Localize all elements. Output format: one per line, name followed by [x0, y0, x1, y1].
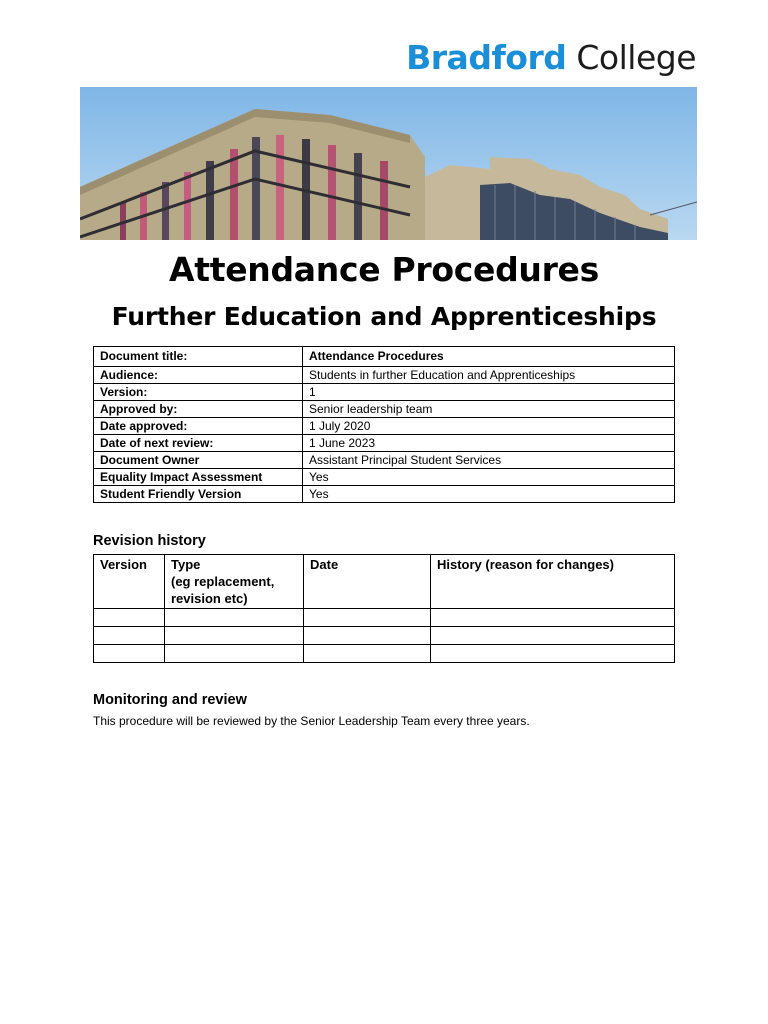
table-cell — [165, 609, 304, 627]
table-cell — [431, 645, 675, 663]
table-row — [94, 418, 675, 435]
table-cell — [165, 645, 304, 663]
info-value: 1 June 2023 — [303, 435, 675, 452]
table-cell — [431, 627, 675, 645]
table-cell — [431, 609, 675, 627]
table-row — [94, 609, 675, 627]
info-value: 1 — [303, 384, 675, 401]
info-value: Attendance Procedures — [303, 347, 675, 367]
info-value: Yes — [303, 486, 675, 503]
banner-image — [80, 87, 697, 240]
col-type — [165, 555, 304, 609]
info-value: 1 July 2020 — [303, 418, 675, 435]
col-type-line1: Type — [171, 557, 201, 572]
info-key: Equality Impact Assessment — [94, 469, 303, 486]
logo-college: College — [576, 38, 696, 77]
table-header-row — [94, 555, 675, 609]
table-cell — [165, 627, 304, 645]
monitoring-text: This procedure will be reviewed by the Senior Leadership Team every three years. — [93, 714, 530, 728]
info-key: Document title: — [94, 347, 303, 367]
table-cell — [94, 645, 165, 663]
table-cell — [304, 627, 431, 645]
college-logo — [406, 38, 696, 77]
building-illustration — [80, 87, 697, 240]
page-subtitle: Further Education and Apprenticeships — [111, 302, 657, 331]
table-cell — [94, 609, 165, 627]
table-row — [94, 367, 675, 384]
info-key: Date approved: — [94, 418, 303, 435]
info-key: Approved by: — [94, 401, 303, 418]
monitoring-heading: Monitoring and review — [93, 692, 247, 708]
table-cell — [304, 645, 431, 663]
table-row — [94, 384, 675, 401]
table-row — [94, 347, 675, 367]
table-row — [94, 627, 675, 645]
info-value: Senior leadership team — [303, 401, 675, 418]
info-key: Student Friendly Version — [94, 486, 303, 503]
document-info-table — [93, 346, 675, 503]
revision-history-table — [93, 554, 675, 663]
page-title: Attendance Procedures — [169, 250, 599, 289]
revision-history-heading: Revision history — [93, 533, 206, 549]
col-date: Date — [304, 555, 431, 609]
table-cell — [304, 609, 431, 627]
logo-bradford: Bradford — [406, 38, 567, 77]
col-type-line2: (eg replacement, — [171, 574, 275, 589]
col-version: Version — [94, 555, 165, 609]
info-key: Audience: — [94, 367, 303, 384]
info-key: Document Owner — [94, 452, 303, 469]
info-value: Assistant Principal Student Services — [303, 452, 675, 469]
table-cell — [94, 627, 165, 645]
table-row — [94, 469, 675, 486]
col-history: History (reason for changes) — [431, 555, 675, 609]
table-row — [94, 645, 675, 663]
table-row — [94, 401, 675, 418]
table-row — [94, 486, 675, 503]
info-key: Date of next review: — [94, 435, 303, 452]
info-value: Yes — [303, 469, 675, 486]
info-key: Version: — [94, 384, 303, 401]
table-row — [94, 435, 675, 452]
table-row — [94, 452, 675, 469]
info-value: Students in further Education and Apprenticeships — [303, 367, 675, 384]
col-type-line3: revision etc) — [171, 591, 248, 606]
